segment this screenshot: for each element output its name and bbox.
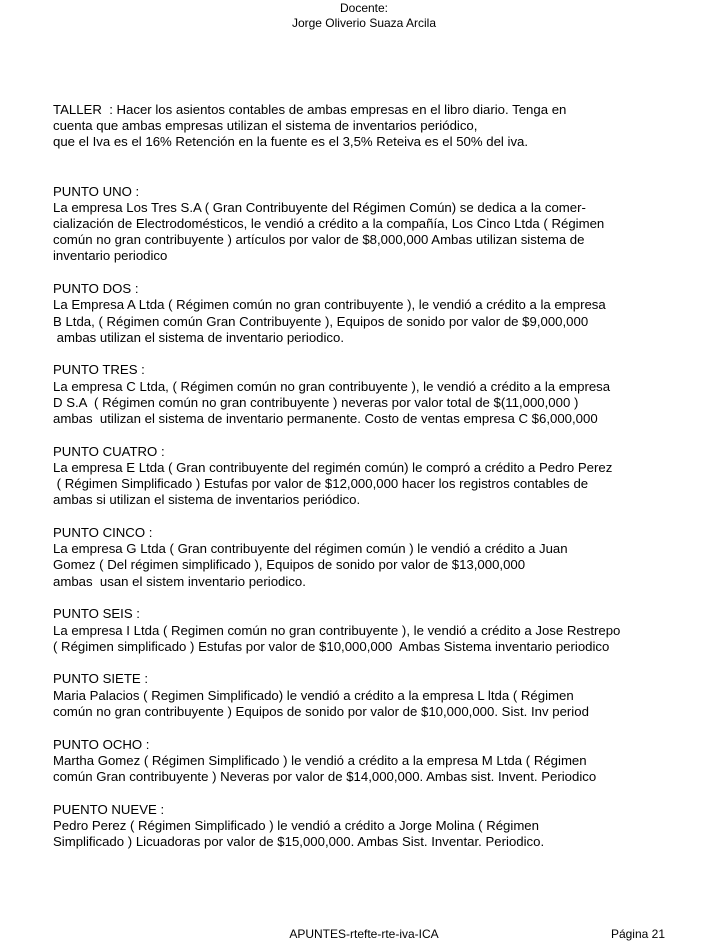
intro-line: cuenta que ambas empresas utilizan el sistema de inventarios periódico, (53, 118, 478, 134)
exercise-title: PUNTO UNO : (53, 183, 140, 199)
header-teacher-name: Jorge Oliverio Suaza Arcila (291, 16, 437, 30)
page-header (0, 1, 728, 31)
exercise-punto-siete (53, 671, 678, 720)
exercise-line: Simplificado ) Licuadoras por valor de $15,000,000. Ambas Sist. Inventar. Periodico. (53, 834, 545, 850)
exercise-line: común Gran contribuyente ) Neveras por valor de $14,000,000. Ambas sist. Invent. Periodico (53, 769, 597, 784)
exercise-line: Pedro Perez ( Régimen Simplificado ) le vendió a crédito a Jorge Molina ( Régimen (53, 817, 539, 833)
exercise-title: PUENTO NUEVE : (53, 801, 165, 817)
document-body (53, 102, 678, 867)
footer-page-number: Página 21 (610, 927, 665, 941)
exercise-line: D S.A ( Régimen común no gran contribuyente ) neveras por valor total de $(11,000,000 ) (53, 394, 579, 410)
footer-document-name: APUNTES-rtefte-rte-iva-ICA (289, 927, 439, 941)
exercise-punto-tres (53, 362, 678, 427)
exercise-punto-cuatro (53, 444, 678, 509)
exercise-line: Gomez ( Del régimen simplificado ), Equipos de sonido por valor de $13,000,000 (53, 557, 526, 573)
intro-line: que el Iva es el 16% Retención en la fuente es el 3,5% Reteiva es el 50% del iva. (53, 134, 529, 150)
header-label: Docente: (339, 1, 389, 15)
assignment-intro (53, 102, 678, 151)
exercise-line: ambas usan el sistem inventario periodico. (53, 573, 306, 589)
exercise-line: La Empresa A Ltda ( Régimen común no gran contribuyente ), le vendió a crédito a la empresa (53, 297, 606, 313)
exercise-title: PUNTO TRES : (53, 362, 145, 378)
exercise-punto-uno (53, 184, 678, 265)
exercise-line: cialización de Electrodomésticos, le vendió a crédito a la compañía, Los Cinco Ltda ( Régimen (53, 216, 605, 232)
exercise-line: ambas utilizan el sistema de inventario periodico. (53, 329, 345, 345)
exercise-title: PUNTO CINCO : (53, 525, 153, 541)
exercise-line: La empresa E Ltda ( Gran contribuyente del regimén común) le compró a crédito a Pedro Perez (53, 459, 613, 475)
exercise-title: PUNTO SIETE : (53, 671, 149, 687)
exercise-line: ( Régimen simplificado ) Estufas por valor de $10,000,000 Ambas Sistema inventario periodico (53, 638, 610, 654)
exercise-line: La empresa I Ltda ( Regimen común no gran contribuyente ), le vendió a crédito a Jose Restrepo (53, 622, 621, 638)
exercise-title: PUNTO OCHO : (53, 736, 150, 752)
exercise-line: ambas utilizan el sistema de inventario permanente. Costo de ventas empresa C $6,000,000 (53, 411, 598, 427)
exercise-line: La empresa G Ltda ( Gran contribuyente del régimen común ) le vendió a crédito a Juan (53, 541, 568, 557)
exercise-title: PUNTO CUATRO : (53, 443, 165, 459)
exercise-line: ( Régimen Simplificado ) Estufas por valor de $12,000,000 hacer los registros contables de (53, 476, 589, 492)
exercise-punto-ocho (53, 737, 678, 786)
exercise-title: PUNTO SEIS : (53, 606, 140, 622)
exercise-punto-nueve (53, 802, 678, 851)
exercise-line: ambas si utilizan el sistema de inventarios periódico. (53, 492, 361, 508)
exercise-title: PUNTO DOS : (53, 281, 139, 297)
intro-line: TALLER : Hacer los asientos contables de ambas empresas en el libro diario. Tenga en (53, 102, 567, 117)
exercise-line: Maria Palacios ( Regimen Simplificado) le vendió a crédito a la empresa L ltda ( Régimen (53, 687, 574, 703)
exercise-punto-dos (53, 281, 678, 346)
exercise-line: B Ltda, ( Régimen común Gran Contribuyente ), Equipos de sonido por valor de $9,000,000 (53, 313, 589, 329)
exercise-line: inventario periodico (53, 248, 168, 264)
exercise-line: Martha Gomez ( Régimen Simplificado ) le vendió a crédito a la empresa M Ltda ( Régimen (53, 752, 587, 768)
exercise-line: La empresa C Ltda, ( Régimen común no gran contribuyente ), le vendió a crédito a la empresa (53, 378, 611, 394)
exercise-punto-cinco (53, 525, 678, 590)
exercise-line: común no gran contribuyente ) Equipos de sonido por valor de $10,000,000. Sist. Inv period (53, 703, 589, 719)
exercise-punto-seis (53, 606, 678, 655)
exercise-line: La empresa Los Tres S.A ( Gran Contribuyente del Régimen Común) se dedica a la comer- (53, 199, 586, 215)
exercise-line: común no gran contribuyente ) artículos por valor de $8,000,000 Ambas utilizan sistema de (53, 232, 585, 248)
